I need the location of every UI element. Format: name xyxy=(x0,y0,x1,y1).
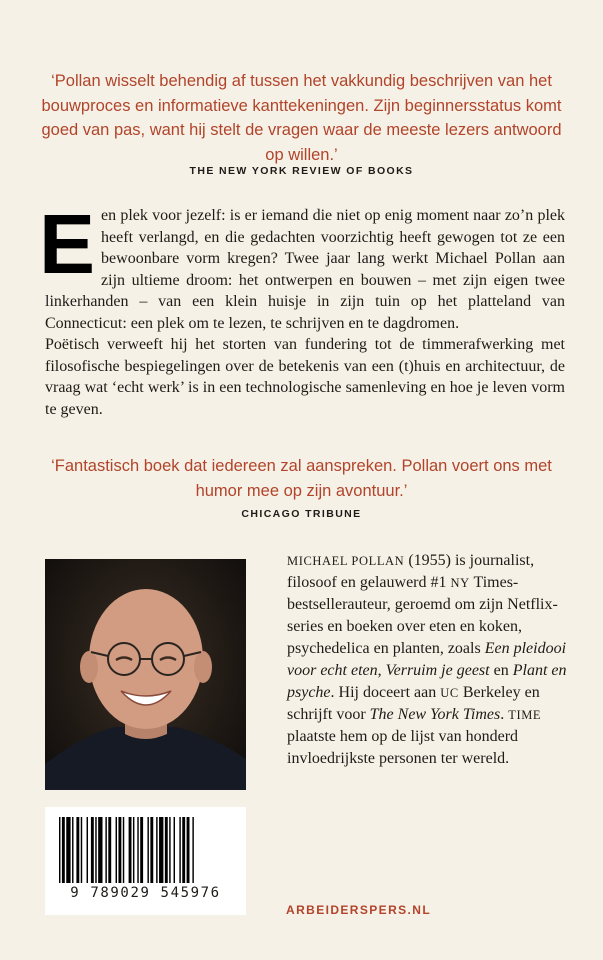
isbn-number: 9 789029 545976 xyxy=(70,885,221,901)
barcode-bar xyxy=(105,817,106,883)
book-blurb xyxy=(39,197,565,420)
barcode-bar xyxy=(174,817,175,883)
barcode-bar xyxy=(59,817,60,883)
barcode-bars xyxy=(59,817,232,883)
publisher-url: ARBEIDERSPERS.NL xyxy=(286,903,432,917)
isbn-barcode xyxy=(45,807,246,915)
bio-text: , xyxy=(377,662,386,679)
bio-text: . xyxy=(500,706,509,723)
bio-text: plaatste hem op de lijst van honderd invloedrijkste personen ter wereld. xyxy=(287,728,519,767)
barcode-bar xyxy=(123,817,124,883)
barcode-bar xyxy=(62,817,65,883)
bio-abbrev-time: TIME xyxy=(508,708,542,722)
book-title: Verruim je geest xyxy=(385,662,490,679)
barcode-bar xyxy=(116,817,117,883)
bio-text: en xyxy=(489,662,513,679)
barcode-bar xyxy=(165,817,168,883)
book-title: Plant en psyche xyxy=(287,662,567,701)
barcode-bar xyxy=(192,817,193,883)
barcode-bar xyxy=(76,817,79,883)
barcode-bar xyxy=(91,817,94,883)
bio-text: (1955) is journalist, filosoof en gelauwerd #1 xyxy=(287,552,535,591)
barcode-bar xyxy=(72,817,73,883)
barcode-bar xyxy=(182,817,185,883)
review-quote-1: ‘Pollan wisselt behendig af tussen het vakkundig beschrijven van het bouwproces en informatieve kanttekeningen. Zijn beginnersstatus komt goed van pas, want hij stelt de vragen waar de meeste lezers antwoord op willen.’ xyxy=(41,72,562,164)
barcode-bar xyxy=(108,817,111,883)
review-source-1: THE NEW YORK REVIEW OF BOOKS xyxy=(189,165,414,177)
bio-abbrev-uc: UC xyxy=(440,686,459,700)
newspaper-title: The New York Times xyxy=(369,706,501,723)
barcode-bar xyxy=(95,817,96,883)
author-bio xyxy=(287,550,569,770)
barcode-bar xyxy=(137,817,138,883)
barcode-bar xyxy=(150,817,153,883)
review-quote-2: ‘Fantastisch boek dat iedereen zal aanspreken. Pollan voert ons met humor mee op zijn avontuur.’ xyxy=(51,457,552,500)
book-title: Een pleidooi voor echt eten xyxy=(287,640,567,679)
barcode-bar xyxy=(81,817,82,883)
barcode-bar xyxy=(140,817,143,883)
bio-text: Berkeley en schrijft voor xyxy=(287,684,540,723)
barcode-bar xyxy=(133,817,134,883)
barcode-bar xyxy=(187,817,190,883)
barcode-bar xyxy=(98,817,102,883)
barcode-bar xyxy=(156,817,157,883)
blurb-paragraph-1: en plek voor jezelf: is er iemand die niet op enig moment naar zo’n plek heeft verlangd, en die gedachten voorzichtig heeft gewogen tot ze een bewoonbare vorm kregen? Twee jaar lang werkt Michael Pollan aan zijn ultieme droom: het ontwerpen en bouwen – met zijn eigen twee linkerhanden – van een klein huisje in zijn tuin op het platteland van Connecticut: een plek om te lezen, te schrijven en te dagdromen. xyxy=(45,207,565,332)
blurb-paragraph-2: Poëtisch verweeft hij het storten van fundering tot de timmerafwerking met filosofische bespiegelingen over de betekenis van een (t)huis en architectuur, de vraag wat ‘echt werk’ is in een technologische samenleving en hoe je leven vorm te geven. xyxy=(45,336,565,418)
drop-cap: E xyxy=(39,197,96,291)
author-portrait-illustration xyxy=(45,559,246,790)
author-name: MICHAEL POLLAN xyxy=(287,554,405,568)
bio-abbrev-ny: NY xyxy=(450,576,470,590)
barcode-bar xyxy=(147,817,148,883)
barcode-bar xyxy=(179,817,180,883)
barcode-bar xyxy=(118,817,121,883)
bio-text: Times-bestsellerauteur, geroemd om zijn Netflix-series en boeken over eten en koken, psychedelica en planten, zoals xyxy=(287,574,558,657)
barcode-bar xyxy=(159,817,163,883)
barcode-bar xyxy=(169,817,170,883)
review-source-2: CHICAGO TRIBUNE xyxy=(241,508,362,520)
barcode-bar xyxy=(66,817,70,883)
barcode-bar xyxy=(87,817,88,883)
barcode-bar xyxy=(129,817,132,883)
author-photo xyxy=(45,559,246,790)
bio-text: . Hij doceert aan xyxy=(330,684,441,701)
